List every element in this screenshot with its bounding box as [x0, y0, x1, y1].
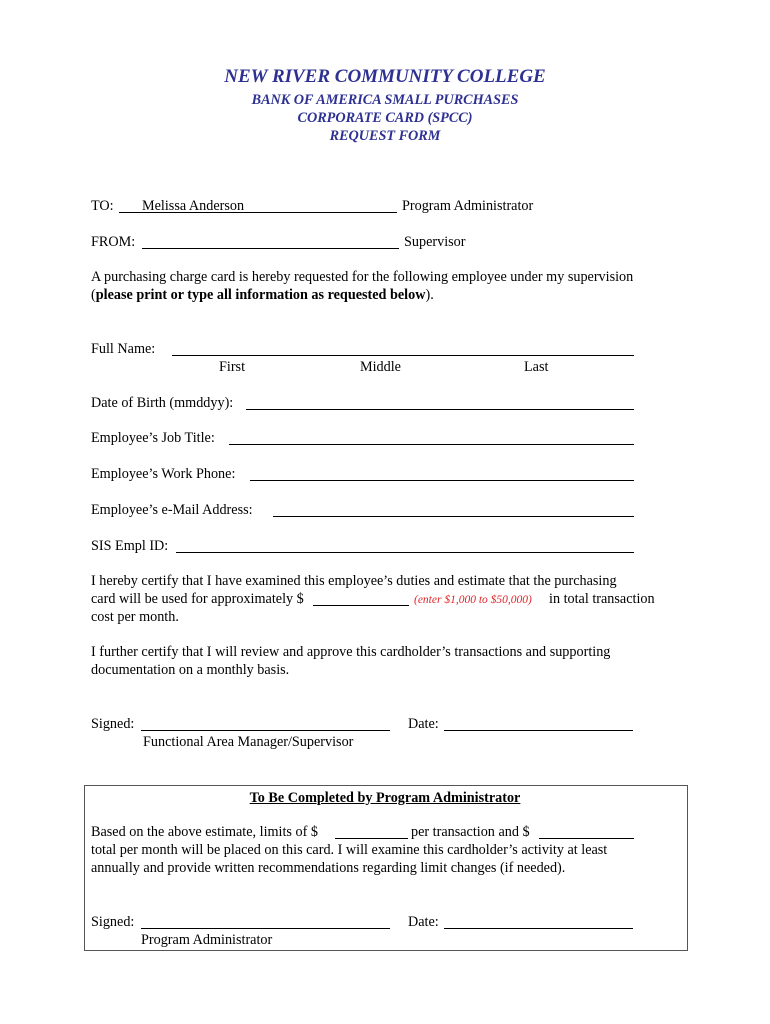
- limits-text-1: Based on the above estimate, limits of $: [91, 824, 318, 840]
- job-title-label: Employee’s Job Title:: [91, 430, 215, 446]
- first-name-caption: First: [219, 359, 246, 375]
- admin-date-field[interactable]: [444, 928, 633, 929]
- from-role: Supervisor: [404, 234, 466, 250]
- intro-instruction: [91, 286, 434, 304]
- admin-section-title: To Be Completed by Program Administrator: [249, 790, 521, 806]
- intro-bold-text: please print or type all information as requested below: [95, 287, 426, 303]
- full-name-field[interactable]: [172, 355, 634, 356]
- amount-hint: (enter $1,000 to $50,000): [414, 594, 532, 606]
- intro-text: A purchasing charge card is hereby requested for the following employee under my supervision: [91, 269, 634, 285]
- dob-label: Date of Birth (mmddyy):: [91, 395, 234, 411]
- from-field[interactable]: [142, 248, 399, 249]
- limits-text-2: per transaction and $: [411, 824, 530, 840]
- date-field[interactable]: [444, 730, 633, 731]
- college-title: NEW RIVER COMMUNITY COLLEGE: [224, 66, 546, 87]
- signature-field[interactable]: [141, 730, 390, 731]
- signed-label: Signed:: [91, 716, 135, 732]
- to-label: TO:: [91, 198, 114, 214]
- job-title-field[interactable]: [229, 444, 634, 445]
- last-name-caption: Last: [524, 359, 549, 375]
- certify-text-2: card will be used for approximately $: [91, 591, 304, 607]
- from-label: FROM:: [91, 234, 136, 250]
- admin-signature-field[interactable]: [141, 928, 390, 929]
- signer-role: Functional Area Manager/Supervisor: [143, 734, 354, 750]
- work-phone-field[interactable]: [250, 480, 634, 481]
- limits-text-4: annually and provide written recommendations regarding limit changes (if needed).: [91, 860, 566, 876]
- dob-field[interactable]: [246, 409, 634, 410]
- sis-id-label: SIS Empl ID:: [91, 538, 169, 554]
- intro-close-paren: ).: [425, 287, 434, 303]
- to-role: Program Administrator: [402, 198, 534, 214]
- certify-text-4: cost per month.: [91, 609, 179, 625]
- amount-field[interactable]: [313, 605, 409, 606]
- certify2-text-1: I further certify that I will review and approve this cardholder’s transactions and supporting: [91, 644, 611, 660]
- limits-text-3: total per month will be placed on this card. I will examine this cardholder’s activity at least: [91, 842, 608, 858]
- form-subtitle-3: REQUEST FORM: [329, 128, 441, 144]
- full-name-label: Full Name:: [91, 341, 156, 357]
- monthly-limit-field[interactable]: [539, 838, 634, 839]
- to-field[interactable]: Melissa Anderson: [142, 198, 245, 214]
- certify-text-1: I hereby certify that I have examined this employee’s duties and estimate that the purchasing: [91, 573, 617, 589]
- form-subtitle-1: BANK OF AMERICA SMALL PURCHASES: [251, 92, 519, 108]
- middle-name-caption: Middle: [360, 359, 401, 375]
- certify-text-3: in total transaction: [549, 591, 655, 607]
- date-label: Date:: [408, 716, 439, 732]
- form-subtitle-2: CORPORATE CARD (SPCC): [297, 110, 473, 126]
- certify2-text-2: documentation on a monthly basis.: [91, 662, 290, 678]
- sis-id-field[interactable]: [176, 552, 634, 553]
- intro-open-paren: (: [91, 287, 96, 303]
- email-label: Employee’s e-Mail Address:: [91, 502, 253, 518]
- email-field[interactable]: [273, 516, 634, 517]
- work-phone-label: Employee’s Work Phone:: [91, 466, 236, 482]
- admin-role: Program Administrator: [141, 932, 273, 948]
- per-transaction-limit-field[interactable]: [335, 838, 408, 839]
- admin-signed-label: Signed:: [91, 914, 135, 930]
- admin-date-label: Date:: [408, 914, 439, 930]
